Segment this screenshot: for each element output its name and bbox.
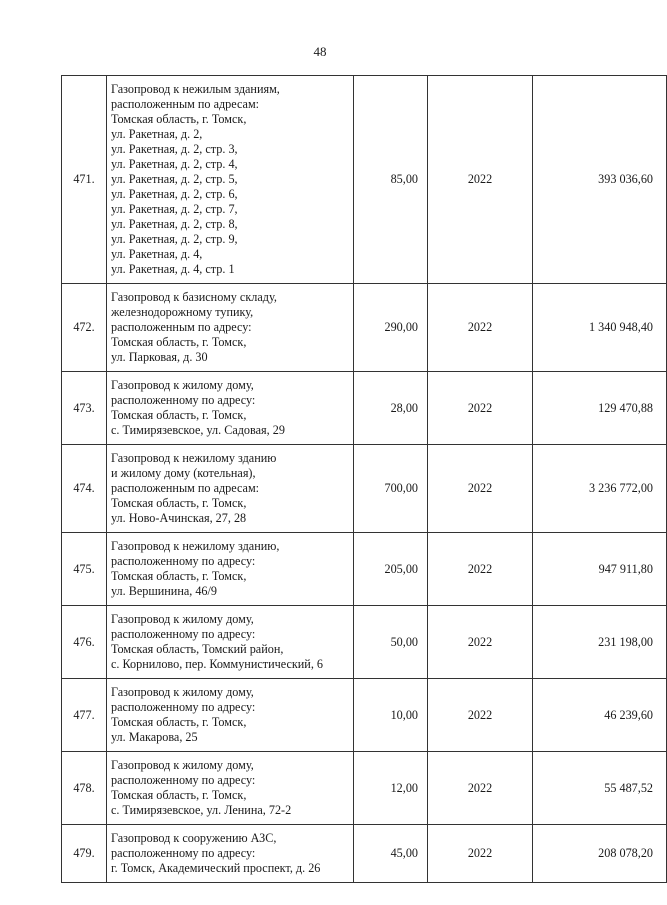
page-number: 48	[313, 44, 327, 59]
description-line: железнодорожному тупику,	[111, 305, 254, 319]
description-line: ул. Ракетная, д. 2,	[111, 127, 203, 141]
row-number: 472.	[62, 284, 107, 372]
description-line: Газопровод к нежилым зданиям,	[111, 82, 280, 96]
description-line: ул. Ново-Ачинская, 27, 28	[111, 511, 247, 525]
table-row	[62, 825, 667, 883]
description-line: расположенному по адресу:	[111, 846, 256, 860]
table-row	[62, 679, 667, 752]
year: 2022	[428, 752, 533, 825]
description-line: расположенным по адресам:	[111, 481, 260, 495]
row-number: 478.	[62, 752, 107, 825]
cost: 393 036,60	[533, 76, 667, 284]
description-line: Газопровод к базисному складу,	[111, 290, 277, 304]
pipeline-length: 290,00	[354, 284, 428, 372]
cost: 231 198,00	[533, 606, 667, 679]
row-number: 476.	[62, 606, 107, 679]
cost: 55 487,52	[533, 752, 667, 825]
cost: 208 078,20	[533, 825, 667, 883]
description-line: ул. Ракетная, д. 4, стр. 1	[111, 262, 235, 276]
description-line: с. Корнилово, пер. Коммунистический, 6	[111, 657, 324, 671]
object-description	[107, 76, 354, 284]
description-line: расположенному по адресу:	[111, 393, 256, 407]
object-description	[107, 284, 354, 372]
table-row	[62, 372, 667, 445]
description-line: Томская область, г. Томск,	[111, 569, 247, 583]
table-row	[62, 445, 667, 533]
year: 2022	[428, 445, 533, 533]
description-line: ул. Макарова, 25	[111, 730, 198, 744]
cost: 3 236 772,00	[533, 445, 667, 533]
description-line: Газопровод к жилому дому,	[111, 758, 254, 772]
description-line: г. Томск, Академический проспект, д. 26	[111, 861, 321, 875]
description-line: ул. Парковая, д. 30	[111, 350, 208, 364]
pipeline-length: 45,00	[354, 825, 428, 883]
year: 2022	[428, 284, 533, 372]
cost: 46 239,60	[533, 679, 667, 752]
description-line: с. Тимирязевское, ул. Ленина, 72-2	[111, 803, 292, 817]
description-line: расположенному по адресу:	[111, 627, 256, 641]
description-line: Томская область, г. Томск,	[111, 788, 247, 802]
registry-table-body	[62, 76, 667, 883]
table-row	[62, 606, 667, 679]
description-line: ул. Ракетная, д. 2, стр. 9,	[111, 232, 238, 246]
description-line: Томская область, г. Томск,	[111, 408, 247, 422]
description-line: ул. Ракетная, д. 2, стр. 6,	[111, 187, 238, 201]
description-line: Томская область, г. Томск,	[111, 496, 247, 510]
year: 2022	[428, 533, 533, 606]
description-line: ул. Ракетная, д. 4,	[111, 247, 203, 261]
description-line: расположенному по адресу:	[111, 554, 256, 568]
description-line: Томская область, Томский район,	[111, 642, 284, 656]
description-line: Газопровод к жилому дому,	[111, 612, 254, 626]
registry-table	[61, 75, 667, 883]
description-line: Газопровод к сооружению АЗС,	[111, 831, 277, 845]
description-line: ул. Ракетная, д. 2, стр. 5,	[111, 172, 238, 186]
object-description	[107, 445, 354, 533]
year: 2022	[428, 76, 533, 284]
year: 2022	[428, 606, 533, 679]
object-description	[107, 372, 354, 445]
cost: 947 911,80	[533, 533, 667, 606]
description-line: Томская область, г. Томск,	[111, 112, 247, 126]
description-line: ул. Вершинина, 46/9	[111, 584, 218, 598]
row-number: 471.	[62, 76, 107, 284]
pipeline-length: 85,00	[354, 76, 428, 284]
row-number: 473.	[62, 372, 107, 445]
table-row	[62, 76, 667, 284]
description-line: Газопровод к нежилому зданию,	[111, 539, 280, 553]
row-number: 475.	[62, 533, 107, 606]
description-line: ул. Ракетная, д. 2, стр. 4,	[111, 157, 238, 171]
description-line: ул. Ракетная, д. 2, стр. 8,	[111, 217, 238, 231]
row-number: 477.	[62, 679, 107, 752]
object-description	[107, 606, 354, 679]
description-line: Газопровод к жилому дому,	[111, 378, 254, 392]
description-line: расположенному по адресу:	[111, 700, 256, 714]
description-line: расположенным по адресу:	[111, 320, 252, 334]
pipeline-length: 50,00	[354, 606, 428, 679]
description-line: Газопровод к нежилому зданию	[111, 451, 277, 465]
pipeline-length: 205,00	[354, 533, 428, 606]
object-description	[107, 752, 354, 825]
description-line: Томская область, г. Томск,	[111, 715, 247, 729]
year: 2022	[428, 825, 533, 883]
pipeline-length: 12,00	[354, 752, 428, 825]
table-row	[62, 284, 667, 372]
object-description	[107, 533, 354, 606]
table-row	[62, 752, 667, 825]
description-line: ул. Ракетная, д. 2, стр. 3,	[111, 142, 238, 156]
description-line: с. Тимирязевское, ул. Садовая, 29	[111, 423, 285, 437]
pipeline-length: 28,00	[354, 372, 428, 445]
cost: 129 470,88	[533, 372, 667, 445]
description-line: расположенным по адресам:	[111, 97, 260, 111]
description-line: Газопровод к жилому дому,	[111, 685, 254, 699]
row-number: 474.	[62, 445, 107, 533]
description-line: и жилому дому (котельная),	[111, 466, 256, 480]
year: 2022	[428, 372, 533, 445]
table-row	[62, 533, 667, 606]
row-number: 479.	[62, 825, 107, 883]
object-description	[107, 679, 354, 752]
pipeline-length: 700,00	[354, 445, 428, 533]
year: 2022	[428, 679, 533, 752]
cost: 1 340 948,40	[533, 284, 667, 372]
pipeline-length: 10,00	[354, 679, 428, 752]
description-line: Томская область, г. Томск,	[111, 335, 247, 349]
description-line: расположенному по адресу:	[111, 773, 256, 787]
object-description	[107, 825, 354, 883]
description-line: ул. Ракетная, д. 2, стр. 7,	[111, 202, 238, 216]
